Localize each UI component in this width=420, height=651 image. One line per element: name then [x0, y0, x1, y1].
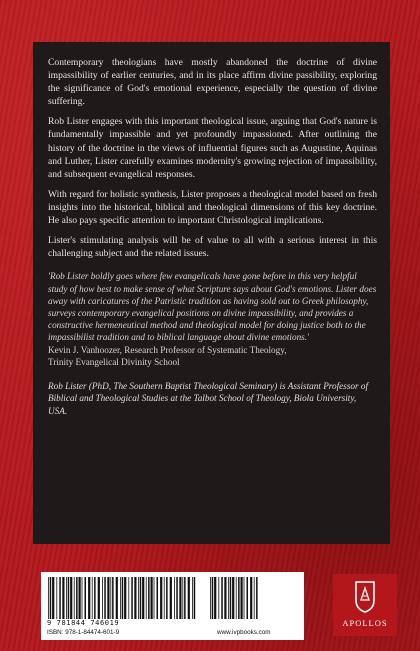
barcode-bar: [174, 577, 175, 619]
barcode-bar: [107, 577, 109, 619]
barcode-bar: [94, 577, 96, 619]
publisher-logo: [333, 574, 397, 636]
barcode-bar: [244, 577, 245, 619]
blurb-paragraph-2: Rob Lister engages with this important theological issue, arguing that God's nature is fundamentally impassible and yet profoundly impassioned. After outlining the history of the doctrine in the views of influential figures such as Augustine, Aquinas and Luther, Lister carefully examines modernity's growing rejection of impassibility, and subsequent evangelical responses.: [48, 116, 377, 180]
blurb-paragraph-4: Lister's stimulating analysis will be of value to all with a serious interest in this challenging subject and the related issues.: [48, 235, 377, 260]
barcode-bar: [52, 577, 54, 619]
barcode-bar: [170, 577, 172, 619]
barcode-bar: [122, 577, 124, 619]
barcode-bar: [182, 577, 183, 619]
barcode-bar: [212, 577, 214, 619]
barcode-bar: [164, 577, 165, 619]
barcode-bar: [134, 577, 136, 619]
barcode-panel: [41, 572, 304, 640]
barcode-bar: [241, 577, 243, 619]
barcode-bar: [148, 577, 150, 619]
barcode-bar: [218, 577, 219, 619]
barcode-bar: [146, 577, 147, 619]
barcode-bar: [157, 577, 159, 619]
barcode-bar: [247, 577, 249, 619]
blurb-paragraph-1: Contemporary theologians have mostly abandoned the doctrine of divine impassibility of earlier centuries, and in its place affirm divine passibility, exploring the significance of God's emotional experience, especially the question of divine suffering.: [48, 57, 377, 108]
barcode-bar: [188, 577, 190, 619]
publisher-url: www.ivpbooks.com: [217, 629, 271, 636]
barcode-bar: [151, 577, 153, 619]
barcode-bar: [238, 577, 240, 619]
apollos-shield-icon: [354, 580, 376, 614]
barcode-bar: [79, 577, 81, 619]
endorsement-quote: 'Rob Lister boldly goes where few evangelicals have gone before in this very helpful study of how best to make sense of what Scripture says about God's emotions. Lister does away with caricatures of the Patristic tradition as having sold out to Greek philosophy, surveys contemporary evangelical positions on divine impassibility, and provides a constructive hermeneutical method and theological model for doing justice both to the impassibilist tradition and to biblical language about divine emotions.': [48, 271, 377, 343]
barcode-bar: [221, 577, 223, 619]
barcode-bar: [224, 577, 226, 619]
isbn-text: ISBN: 978-1-84474-601-9: [47, 629, 120, 636]
barcode-bar: [236, 577, 237, 619]
barcode-bar: [154, 577, 155, 619]
barcode-bar: [230, 577, 232, 619]
barcode-bar: [62, 577, 64, 619]
blurb-panel: [33, 42, 390, 544]
publisher-name: APOLLOS: [342, 618, 388, 628]
barcode-bar: [131, 577, 133, 619]
barcode-bar: [142, 577, 144, 619]
barcode-bar: [124, 577, 126, 619]
barcode-bar: [50, 577, 52, 619]
barcode-bar: [85, 577, 87, 619]
barcode-bar: [104, 577, 106, 619]
blurb-paragraph-3: With regard for holistic synthesis, Lister proposes a theological model based on fresh insights into the historical, biblical and theological dimensions of this key doctrine. He also pays specific attention to important Christological implications.: [48, 188, 377, 227]
barcode-bar: [66, 577, 67, 619]
barcode-bar: [82, 577, 83, 619]
barcode-bar: [194, 577, 196, 619]
barcode-bar: [110, 577, 111, 619]
barcode-bar: [184, 577, 186, 619]
barcode-bar: [176, 577, 178, 619]
barcode-bar: [59, 577, 61, 619]
barcode-bar: [166, 577, 168, 619]
barcode-bar: [74, 577, 75, 619]
barcode-bar: [250, 577, 252, 619]
barcode-bar: [76, 577, 78, 619]
barcode-bar: [140, 577, 142, 619]
barcode-bar: [92, 577, 93, 619]
barcode-bar: [232, 577, 234, 619]
barcode-digits: 9 781844 746019: [47, 619, 120, 627]
barcode-bar: [160, 577, 162, 619]
isbn-barcode: [47, 577, 197, 619]
barcode-bar: [116, 577, 118, 619]
barcode-bar: [88, 577, 90, 619]
barcode-bar: [48, 577, 49, 619]
barcode-bar: [228, 577, 229, 619]
barcode-bar: [254, 577, 255, 619]
endorsement-author: Kevin J. Vanhoozer, Research Professor of Systematic Theology,: [48, 344, 287, 355]
barcode-bar: [210, 577, 211, 619]
price-barcode: [209, 577, 261, 619]
author-bio: Rob Lister (PhD, The Southern Baptist Theological Seminary) is Assistant Professor of Biblical and Theological Studies at the Talbot School of Theology, Biola University, USA.: [48, 380, 369, 416]
barcode-bar: [102, 577, 103, 619]
barcode-bar: [112, 577, 114, 619]
barcode-bar: [214, 577, 216, 619]
barcode-bar: [120, 577, 121, 619]
barcode-bar: [98, 577, 100, 619]
barcode-bar: [256, 577, 258, 619]
barcode-bar: [138, 577, 139, 619]
barcode-bar: [128, 577, 129, 619]
endorsement-affiliation: Trinity Evangelical Divinity School: [48, 356, 180, 367]
barcode-bar: [56, 577, 57, 619]
barcode-bar: [179, 577, 181, 619]
barcode-bar: [68, 577, 70, 619]
barcode-bar: [70, 577, 72, 619]
barcode-bar: [192, 577, 193, 619]
